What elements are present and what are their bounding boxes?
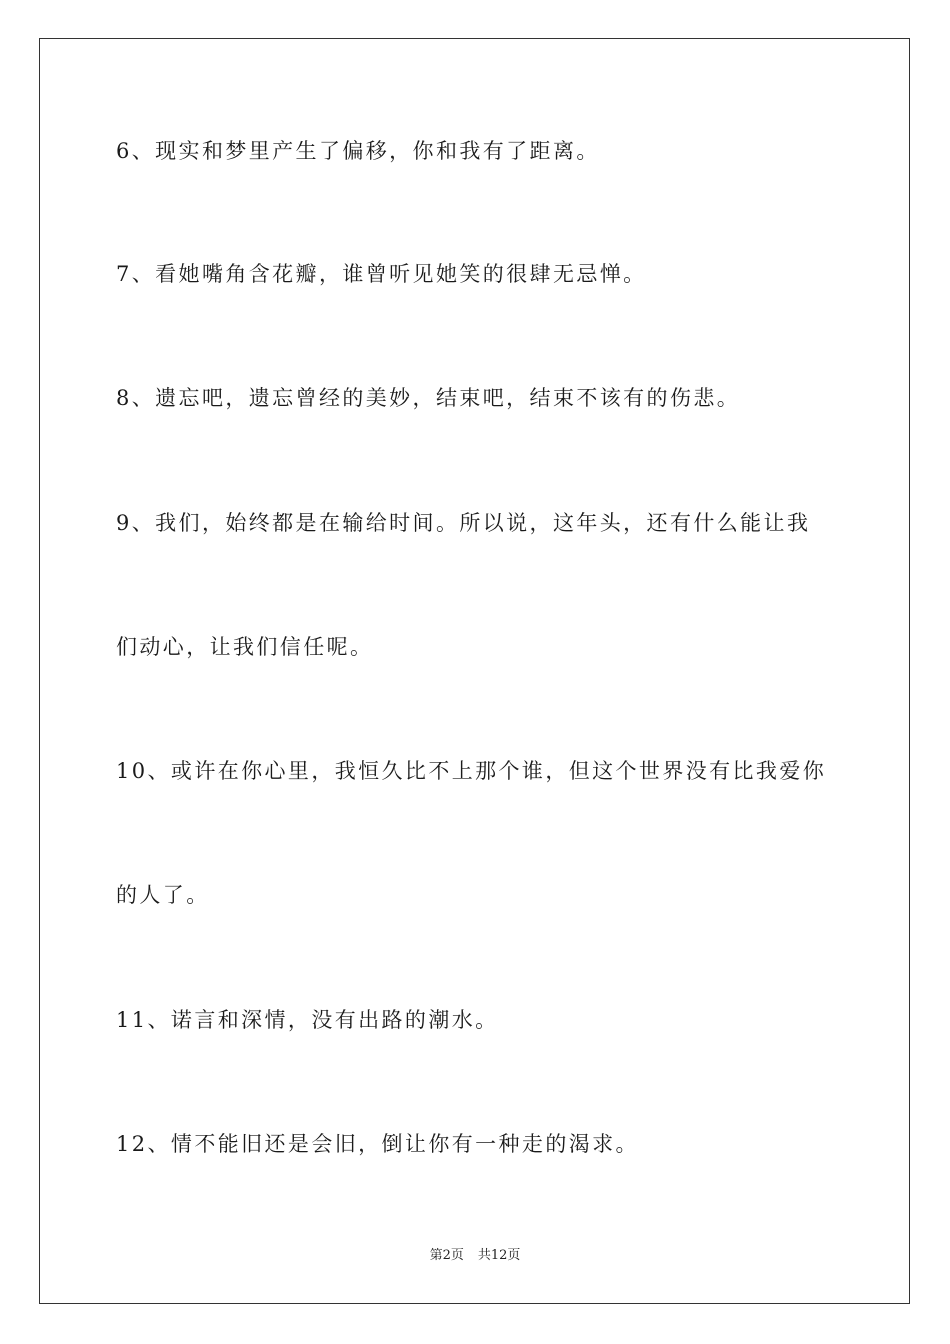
- text-line-item-6: 6、现实和梦里产生了偏移，你和我有了距离。: [116, 139, 600, 163]
- text-line-item-7: 7、看她嘴角含花瓣，谁曾听见她笑的很肆无忌惮。: [116, 262, 647, 286]
- page-border: [39, 38, 910, 1304]
- text-line-item-9: 9、我们，始终都是在输给时间。所以说，这年头，还有什么能让我: [116, 511, 811, 535]
- text-line-item-10: 10、或许在你心里，我恒久比不上那个谁，但这个世界没有比我爱你: [116, 759, 827, 783]
- text-line-item-9-continued: 们动心，让我们信任呢。: [116, 635, 374, 659]
- text-line-item-10-continued: 的人了。: [116, 883, 210, 907]
- text-line-item-8: 8、遗忘吧，遗忘曾经的美妙，结束吧，结束不该有的伤悲。: [116, 386, 741, 410]
- text-line-item-12: 12、情不能旧还是会旧，倒让你有一种走的渴求。: [116, 1132, 639, 1156]
- page-total: 共12页: [477, 1248, 521, 1263]
- text-line-item-11: 11、诺言和深情，没有出路的潮水。: [116, 1008, 499, 1032]
- page-number: 第2页: [429, 1248, 464, 1263]
- page-footer: [0, 1249, 950, 1262]
